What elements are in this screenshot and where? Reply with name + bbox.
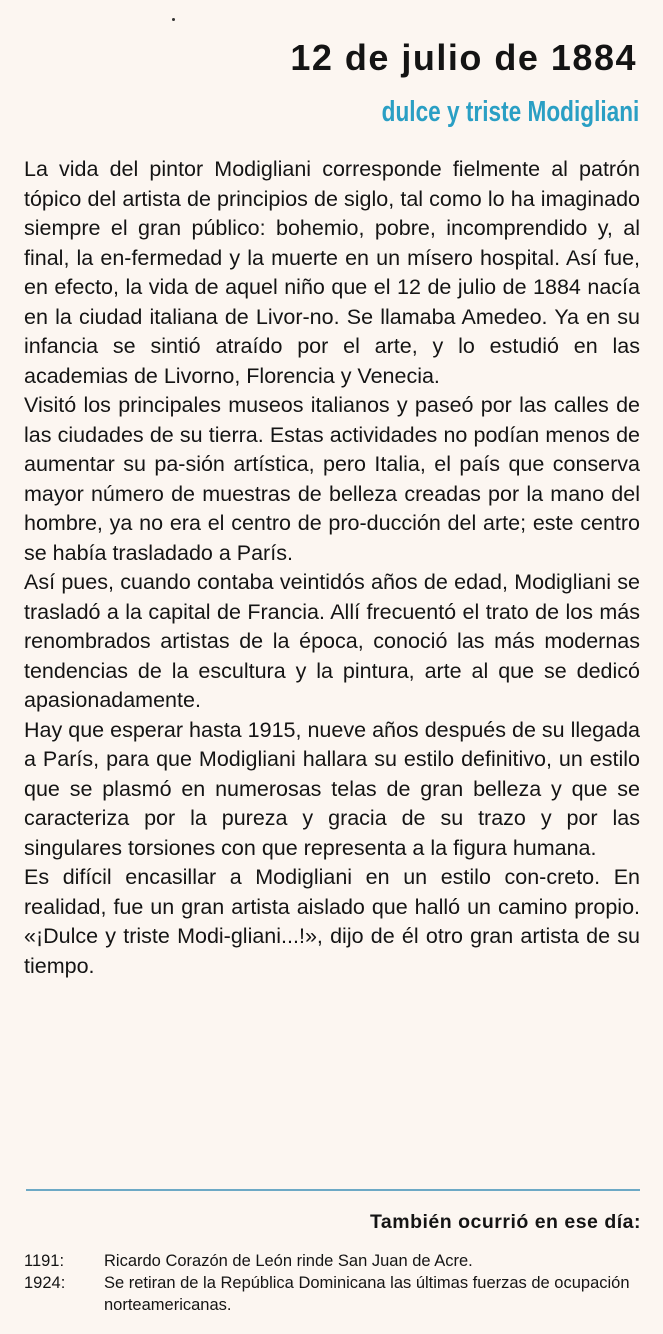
article-paragraph: Hay que esperar hasta 1915, nueve años después de su llegada a París, para que Modigliani hallara su estilo definitivo, un estilo que se plasmó en numerosas telas de gran belleza y que se caracteriza por la pureza y gracia de su trazo y por las singulares torsiones con que representa a la figura humana. (24, 717, 640, 860)
event-item (24, 1250, 644, 1272)
article-paragraph: La vida del pintor Modigliani corresponde fielmente al patrón tópico del artista de principios de siglo, tal como lo ha imaginado siempre el gran público: bohemio, pobre, incomprendido y, al final, la en-fermedad y la muerte en un mísero hospital. Así fue, en efecto, la vida de aquel niño que el 12 de julio de 1884 nacía en la ciudad italiana de Livor-no. Se llamaba Amedeo. Ya en su infancia se sintió atraído por el arte, y lo estudió en las academias de Livorno, Florencia y Venecia. (24, 157, 640, 388)
page-title: 12 de julio de 1884 (290, 37, 637, 78)
print-speck (172, 18, 175, 21)
events-list (24, 1250, 644, 1316)
article-paragraph: Es difícil encasillar a Modigliani en un estilo con-creto. En realidad, fue un gran artista aislado que halló un camino propio. «¡Dulce y triste Modi-gliani...!», dijo de él otro gran artista de su tiempo. (24, 865, 640, 978)
event-text: Se retiran de la República Dominicana las últimas fuerzas de ocupación norteamericanas. (104, 1274, 630, 1314)
event-text: Ricardo Corazón de León rinde San Juan de Acre. (104, 1252, 473, 1270)
article-paragraph: Visitó los principales museos italianos y paseó por las calles de las ciudades de su tierra. Estas actividades no podían menos de aumentar su pa-sión artística, pero Italia, el país que conserva mayor número de muestras de belleza creadas por la mano del hombre, ya no era el centro de pro-ducción del arte; este centro se había trasladado a París. (24, 393, 640, 565)
section-divider (26, 1189, 640, 1191)
event-year: 1924: (24, 1274, 66, 1292)
also-happened-heading: También ocurrió en ese día: (369, 1211, 641, 1233)
event-item (24, 1272, 644, 1316)
page-subtitle: dulce y triste Modigliani (381, 96, 639, 128)
article-paragraph: Así pues, cuando contaba veintidós años de edad, Modigliani se trasladó a la capital de Francia. Allí frecuentó el trato de los más renombrados artistas de la época, conoció las más modernas tendencias de la escultura y la pintura, arte al que se dedicó apasionadamente. (24, 570, 640, 712)
event-year: 1191: (24, 1252, 65, 1270)
article-body (24, 155, 640, 981)
